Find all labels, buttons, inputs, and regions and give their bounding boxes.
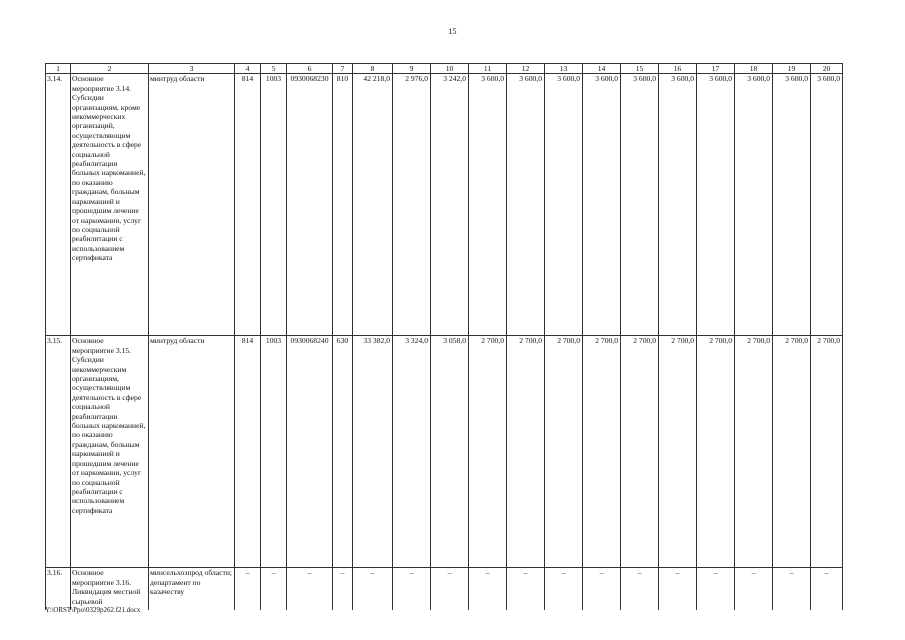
table-cell: – <box>235 568 261 610</box>
table-cell: 2 700,0 <box>621 336 659 568</box>
column-header: 5 <box>261 64 287 74</box>
column-header: 7 <box>333 64 353 74</box>
table-cell: 2 700,0 <box>583 336 621 568</box>
table-cell: 2 700,0 <box>811 336 843 568</box>
column-header: 20 <box>811 64 843 74</box>
table-cell: 3 600,0 <box>773 74 811 336</box>
program-table <box>45 63 843 610</box>
page-number: 15 <box>448 27 457 36</box>
table-cell: – <box>393 568 431 610</box>
table-cell: 3 600,0 <box>811 74 843 336</box>
table-cell: 42 218,0 <box>353 74 393 336</box>
column-header: 16 <box>659 64 697 74</box>
table-cell: 3 324,0 <box>393 336 431 568</box>
column-header: 1 <box>46 64 71 74</box>
table-cell: 3 600,0 <box>735 74 773 336</box>
table-cell: 3 058,0 <box>431 336 469 568</box>
table-cell: 2 700,0 <box>735 336 773 568</box>
executor: минсельхозпрод области; департамент по казачеству <box>149 568 235 610</box>
table-cell: 2 700,0 <box>773 336 811 568</box>
table-cell: 1003 <box>261 74 287 336</box>
table-cell: 2 700,0 <box>659 336 697 568</box>
activity-name: Основное мероприятие 3.14. Субсидии организациям, кроме некоммерческих организаций, осуществляющим деятельность в сфере социальной реабилитации больных наркоманией, по оказанию гражданам, больным наркоманией и прошедшим лечение от наркомании, услуг по социальной реабилитации с использованием сертификата <box>71 74 149 336</box>
column-header: 19 <box>773 64 811 74</box>
table-cell: 3 600,0 <box>507 74 545 336</box>
table-cell: – <box>353 568 393 610</box>
table-cell: 0930068230 <box>287 74 333 336</box>
executor: минтруд области <box>149 336 235 568</box>
column-header: 14 <box>583 64 621 74</box>
table-row <box>46 74 843 336</box>
column-header: 15 <box>621 64 659 74</box>
executor: минтруд области <box>149 74 235 336</box>
table-cell: – <box>507 568 545 610</box>
table-cell: 3 600,0 <box>659 74 697 336</box>
column-header: 3 <box>149 64 235 74</box>
table-row <box>46 336 843 568</box>
column-header: 9 <box>393 64 431 74</box>
column-header: 17 <box>697 64 735 74</box>
table-cell: – <box>697 568 735 610</box>
table-cell: 2 700,0 <box>697 336 735 568</box>
row-number: 3.15. <box>46 336 71 568</box>
table-cell: 3 600,0 <box>697 74 735 336</box>
table-cell: – <box>735 568 773 610</box>
table-cell: 3 600,0 <box>545 74 583 336</box>
table-cell: – <box>621 568 659 610</box>
column-header: 18 <box>735 64 773 74</box>
table-row <box>46 568 843 610</box>
activity-name: Основное мероприятие 3.15. Субсидии некоммерческим организациям, осуществляющим деятельность в сфере социальной реабилитации больных наркоманией, по оказанию гражданам, больным наркоманией и прошедшим лечение от наркомании, услуг по социальной реабилитации с использованием сертификата <box>71 336 149 568</box>
column-header: 6 <box>287 64 333 74</box>
table-cell: 810 <box>333 74 353 336</box>
table-cell: 3 600,0 <box>469 74 507 336</box>
column-header: 12 <box>507 64 545 74</box>
table-cell: – <box>469 568 507 610</box>
table-cell: – <box>659 568 697 610</box>
table-cell: 33 382,0 <box>353 336 393 568</box>
table-cell: 630 <box>333 336 353 568</box>
column-header: 11 <box>469 64 507 74</box>
header-row <box>46 64 843 74</box>
table-cell: – <box>431 568 469 610</box>
table-cell: – <box>333 568 353 610</box>
table-cell: 2 700,0 <box>507 336 545 568</box>
table-cell: 0930068240 <box>287 336 333 568</box>
row-number: 3.16. <box>46 568 71 610</box>
table-cell: 3 242,0 <box>431 74 469 336</box>
file-path: Y:\ORST\Ppo\0329p262.f21.docx <box>45 606 141 614</box>
table-cell: – <box>773 568 811 610</box>
activity-name: Основное мероприятие 3.16. Ликвидация местной сырьевой <box>71 568 149 610</box>
table-cell: 2 700,0 <box>469 336 507 568</box>
table-cell: – <box>261 568 287 610</box>
column-header: 10 <box>431 64 469 74</box>
column-header: 13 <box>545 64 583 74</box>
table-cell: 1003 <box>261 336 287 568</box>
table-cell: 3 600,0 <box>621 74 659 336</box>
table-cell: – <box>287 568 333 610</box>
column-header: 8 <box>353 64 393 74</box>
column-header: 2 <box>71 64 149 74</box>
row-number: 3.14. <box>46 74 71 336</box>
table-cell: 2 976,0 <box>393 74 431 336</box>
table-cell: – <box>583 568 621 610</box>
table-cell: 3 600,0 <box>583 74 621 336</box>
table-cell: – <box>811 568 843 610</box>
table-cell: 814 <box>235 336 261 568</box>
table-cell: 814 <box>235 74 261 336</box>
table-cell: – <box>545 568 583 610</box>
column-header: 4 <box>235 64 261 74</box>
table-cell: 2 700,0 <box>545 336 583 568</box>
